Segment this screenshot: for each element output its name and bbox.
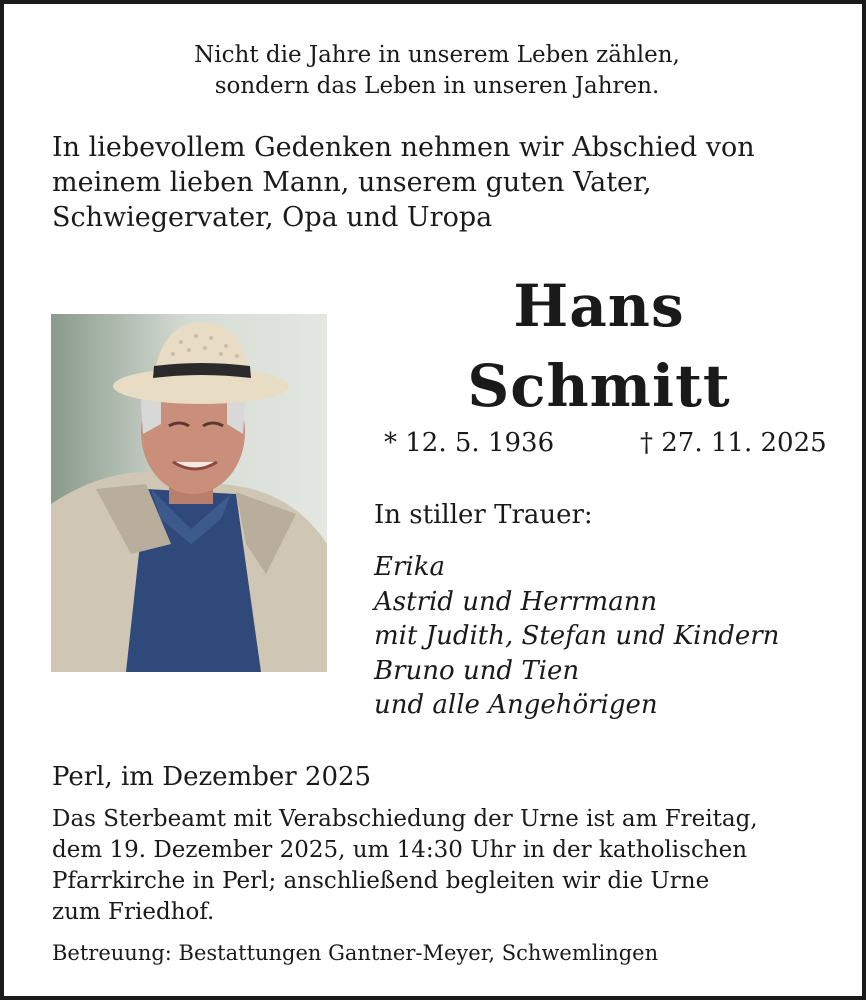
mourner-line: Erika xyxy=(374,552,445,582)
mourner-line: mit Judith, Stefan und Kindern xyxy=(374,621,780,651)
funeral-home-credit: Betreuung: Bestattungen Gantner-Meyer, Schwemlingen xyxy=(52,941,659,965)
service-line: Pfarrkirche in Perl; anschließend begleiten wir die Urne xyxy=(52,868,710,894)
first-name: Hans xyxy=(513,272,685,340)
service-line: Das Sterbeamt mit Verabschiedung der Urne ist am Freitag, xyxy=(52,806,758,832)
intro-line: meinem lieben Mann, unserem guten Vater, xyxy=(52,167,652,198)
intro-text xyxy=(52,130,842,235)
service-line: dem 19. Dezember 2025, um 14:30 Uhr in der katholischen xyxy=(52,837,748,863)
deceased-name xyxy=(376,266,822,426)
service-line: zum Friedhof. xyxy=(52,899,215,925)
service-info xyxy=(52,804,842,928)
motto-line: Nicht die Jahre in unserem Leben zählen, xyxy=(194,42,680,68)
mourning-label: In stiller Trauer: xyxy=(374,500,593,530)
motto-line: sondern das Leben in unseren Jahren. xyxy=(214,73,660,99)
last-name: Schmitt xyxy=(467,352,731,420)
birth-date: * 12. 5. 1936 xyxy=(384,428,555,458)
intro-line: Schwiegervater, Opa und Uropa xyxy=(52,202,493,233)
death-date: † 27. 11. 2025 xyxy=(640,428,827,458)
mourner-line: Bruno und Tien xyxy=(374,655,580,686)
intro-line: In liebevollem Gedenken nehmen wir Abschied von xyxy=(52,132,755,163)
place-and-date: Perl, im Dezember 2025 xyxy=(52,762,372,792)
portrait-photo xyxy=(51,314,327,672)
motto-quote xyxy=(4,40,866,102)
mourners-list xyxy=(374,550,779,723)
mourner-line: Astrid und Herrmann xyxy=(374,586,658,617)
mourner-line: und alle Angehörigen xyxy=(374,690,658,720)
